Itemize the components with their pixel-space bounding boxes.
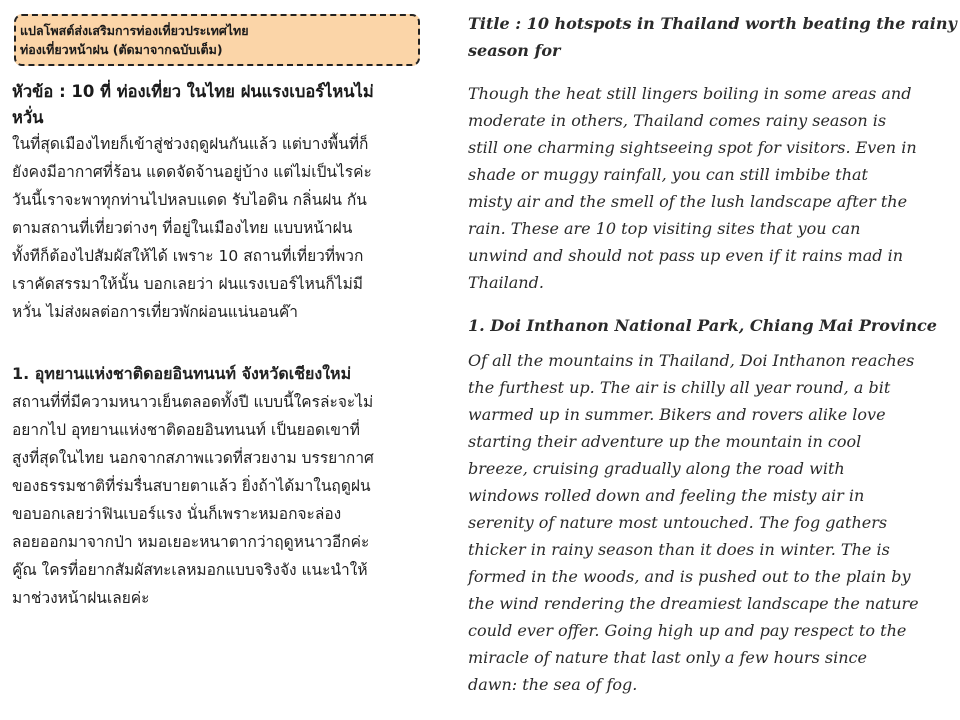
thai-heading xyxy=(12,78,460,130)
english-section-line: dawn: the sea of fog. xyxy=(468,675,638,694)
thai-heading-line: หัวข้อ : 10 ที่ ท่องเที่ยว ในไทย ฝนแรงเบอร์ไหนไม่ xyxy=(12,82,374,101)
english-section-line: windows rolled down and feeling the misty air in xyxy=(468,486,865,505)
english-section-1-body xyxy=(468,347,952,698)
english-intro-line: unwind and should not pass up even if it rains mad in xyxy=(468,246,903,265)
english-intro-line: shade or muggy rainfall, you can still imbibe that xyxy=(468,165,868,184)
english-column xyxy=(468,10,957,698)
english-section-line: could ever offer. Going high up and pay respect to the xyxy=(468,621,907,640)
english-section-line: miracle of nature that last only a few hours since xyxy=(468,648,867,667)
english-section-1-title: 1. Doi Inthanon National Park, Chiang Mai Province xyxy=(468,316,937,335)
thai-section-line: คู๊ณ ใครที่อยากสัมผัสทะเลหมอกแบบจริงจัง แนะนำให้ xyxy=(12,561,368,579)
thai-section-line: สถานที่ที่มีความหนาวเย็นตลอดทั้งปี แบบนี้ใครล่ะจะไม่ xyxy=(12,393,374,411)
english-section-line: warmed up in summer. Bikers and rovers alike love xyxy=(468,405,886,424)
english-intro-line: rain. These are 10 top visiting sites that you can xyxy=(468,219,861,238)
thai-intro-line: ยังคงมีอากาศที่ร้อน แดดจัดจ้านอยู่บ้าง แต่ไม่เป็นไรค่ะ xyxy=(12,163,372,181)
translation-note-box xyxy=(14,14,420,66)
english-intro-line: still one charming sightseeing spot for visitors. Even in xyxy=(468,138,917,157)
english-intro-paragraph xyxy=(468,80,952,296)
english-section-line: breeze, cruising gradually along the road with xyxy=(468,459,845,478)
english-section-line: serenity of nature most untouched. The fog gathers xyxy=(468,513,888,532)
note-line-1: แปลโพสต์ส่งเสริมการท่องเที่ยวประเทศไทย xyxy=(20,23,249,38)
english-section-line: Of all the mountains in Thailand, Doi Inthanon reaches xyxy=(468,351,915,370)
thai-section-line: สูงที่สุดในไทย นอกจากสภาพแวดที่สวยงาม บรรยากาศ xyxy=(12,449,374,467)
english-section-line: the wind rendering the dreamiest landscape the nature xyxy=(468,594,919,613)
english-section-line: the furthest up. The air is chilly all year round, a bit xyxy=(468,378,891,397)
english-intro-line: misty air and the smell of the lush landscape after the xyxy=(468,192,908,211)
thai-intro-line: เราคัดสรรมาให้นั้น บอกเลยว่า ฝนแรงเบอร์ไหนก็ไม่มี xyxy=(12,275,363,293)
thai-heading-line: หวั่น xyxy=(12,108,44,127)
thai-section-line: มาช่วงหน้าฝนเลยค่ะ xyxy=(12,589,150,607)
english-section-line: starting their adventure up the mountain in cool xyxy=(468,432,862,451)
thai-intro-line: หวั่น ไม่ส่งผลต่อการเที่ยวพักผ่อนแน่นอนค๊า xyxy=(12,303,298,321)
thai-intro-line: วันนี้เราจะพาทุกท่านไปหลบแดด รับไอดิน กลิ่นฝน กัน xyxy=(12,191,367,209)
english-intro-line: moderate in others, Thailand comes rainy season is xyxy=(468,111,887,130)
english-section-line: thicker in rainy season than it does in winter. The is xyxy=(468,540,890,559)
thai-section-line: ขอบอกเลยว่าฟินเบอร์แรง นั่นก็เพราะหมอกจะล่อง xyxy=(12,505,342,523)
thai-column xyxy=(12,14,460,612)
note-line-2: ท่องเที่ยวหน้าฝน (ตัดมาจากฉบับเต็ม) xyxy=(20,42,223,57)
english-intro-line: Though the heat still lingers boiling in some areas and xyxy=(468,84,912,103)
thai-intro-line: ในที่สุดเมืองไทยก็เข้าสู่ช่วงฤดูฝนกันแล้ว แต่บางพื้นที่ก็ xyxy=(12,135,369,153)
english-intro-line: Thailand. xyxy=(468,273,544,292)
thai-section-1-title: 1. อุทยานแห่งชาติดอยอินทนนท์ จังหวัดเชียงใหม่ xyxy=(12,364,352,383)
english-title-line: Title : 10 hotspots in Thailand worth beating the rainy xyxy=(468,14,957,33)
thai-section-line: ของธรรมชาติที่ร่มรื่นสบายตาแล้ว ยิ่งถ้าได้มาในฤดูฝน xyxy=(12,477,371,495)
english-section-line: formed in the woods, and is pushed out to the plain by xyxy=(468,567,911,586)
english-title xyxy=(468,10,957,64)
thai-intro-line: ทั้งทีก็ต้องไปสัมผัสให้ได้ เพราะ 10 สถานที่เที่ยวที่พวก xyxy=(12,247,364,265)
thai-section-line: อยากไป อุทยานแห่งชาติดอยอินทนนท์ เป็นยอดเขาที่ xyxy=(12,421,360,439)
english-title-line: season for xyxy=(468,41,561,60)
thai-intro-line: ตามสถานที่เที่ยวต่างๆ ที่อยู่ในเมืองไทย แบบหน้าฝน xyxy=(12,219,353,237)
thai-section-line: ลอยออกมาจากป่า หมอเยอะหนาตากว่าฤดูหนาวอีกค่ะ xyxy=(12,533,370,551)
thai-intro-paragraph xyxy=(12,130,460,612)
